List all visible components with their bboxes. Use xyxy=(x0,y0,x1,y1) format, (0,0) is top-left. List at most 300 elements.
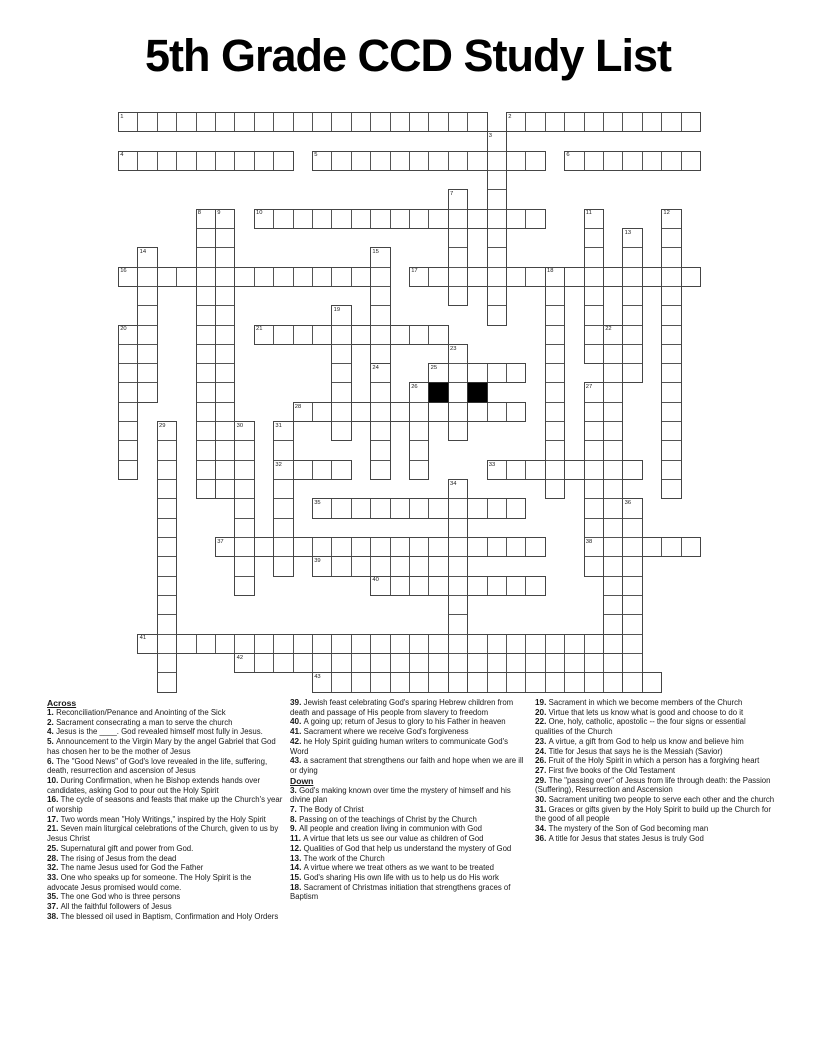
word-20-down[interactable] xyxy=(118,325,138,481)
cell-separator xyxy=(623,653,641,654)
grid-number-2: 2 xyxy=(508,113,512,120)
clue-number: 16. xyxy=(47,795,61,805)
down-clues-list-continued xyxy=(535,698,775,844)
cell-separator xyxy=(585,228,603,229)
grid-number-24: 24 xyxy=(372,364,379,371)
cell-separator xyxy=(197,247,215,248)
cell-separator xyxy=(293,210,294,228)
clue-42 xyxy=(290,737,528,756)
cell-separator xyxy=(216,325,234,326)
clue-number: 18. xyxy=(290,882,304,892)
cell-separator xyxy=(449,556,467,557)
clue-number: 4. xyxy=(47,727,57,737)
word-11-down[interactable] xyxy=(584,209,604,365)
cell-separator xyxy=(157,152,158,170)
cell-separator xyxy=(623,267,641,268)
cell-separator xyxy=(351,538,352,556)
clue-18 xyxy=(290,883,528,902)
clue-number: 14. xyxy=(290,863,304,873)
cell-separator xyxy=(681,538,682,556)
clue-22 xyxy=(535,717,775,736)
cell-separator xyxy=(488,305,506,306)
clue-text: The cycle of seasons and feasts that make up the Church's year of worship xyxy=(47,795,283,815)
grid-number-33: 33 xyxy=(488,461,496,468)
clue-number: 40. xyxy=(290,717,304,727)
cell-separator xyxy=(157,113,158,131)
cell-separator xyxy=(371,440,389,441)
word-35-across[interactable] xyxy=(312,498,526,518)
cell-separator xyxy=(604,576,622,577)
cell-separator xyxy=(449,363,467,364)
cell-separator xyxy=(390,654,391,672)
clue-text: A going up; return of Jesus to glory to his Father in heaven xyxy=(303,717,506,727)
cell-separator xyxy=(371,286,389,287)
word-2-across[interactable] xyxy=(506,112,701,132)
clue-35 xyxy=(47,892,284,902)
cell-separator xyxy=(449,576,467,577)
cell-separator xyxy=(351,635,352,653)
cell-separator xyxy=(506,577,507,595)
cell-separator xyxy=(351,210,352,228)
cell-separator xyxy=(488,247,506,248)
clue-number: 29. xyxy=(535,775,549,785)
cell-separator xyxy=(546,363,564,364)
word-18-down[interactable] xyxy=(545,267,565,500)
cell-separator xyxy=(390,557,391,575)
cell-separator xyxy=(449,653,467,654)
cell-separator xyxy=(525,577,526,595)
cell-separator xyxy=(332,325,350,326)
cell-separator xyxy=(158,479,176,480)
cell-separator xyxy=(585,305,603,306)
cell-separator xyxy=(331,268,332,286)
cell-separator xyxy=(428,673,429,691)
cell-separator xyxy=(197,286,215,287)
word-7-down[interactable] xyxy=(448,189,468,306)
cell-separator xyxy=(235,556,253,557)
cell-separator xyxy=(546,305,564,306)
cell-separator xyxy=(603,673,604,691)
cell-separator xyxy=(119,344,137,345)
cell-separator xyxy=(661,152,662,170)
cell-separator xyxy=(119,440,137,441)
clue-33 xyxy=(47,873,284,892)
cell-separator xyxy=(409,673,410,691)
word-1-across[interactable] xyxy=(118,112,488,132)
grid-number-25: 25 xyxy=(430,364,438,371)
clue-text: Supernatural gift and power from God. xyxy=(60,843,194,853)
word-43-across[interactable] xyxy=(312,672,662,692)
clue-text: The one God who is three persons xyxy=(60,892,181,902)
cell-separator xyxy=(351,268,352,286)
grid-number-43: 43 xyxy=(314,674,321,681)
clue-23 xyxy=(535,737,775,747)
clue-text: Qualities of God that help us understand the mystery of God xyxy=(303,843,512,853)
cell-separator xyxy=(623,344,641,345)
cell-separator xyxy=(506,499,507,517)
cell-separator xyxy=(546,440,564,441)
word-27-down[interactable] xyxy=(584,382,604,576)
clue-32 xyxy=(47,863,284,873)
cell-separator xyxy=(487,577,488,595)
cell-separator xyxy=(585,440,603,441)
word-13-down[interactable] xyxy=(622,228,642,384)
cell-separator xyxy=(197,382,215,383)
cell-separator xyxy=(604,460,622,461)
cell-separator xyxy=(273,654,274,672)
grid-number-26: 26 xyxy=(411,384,418,391)
cell-separator xyxy=(428,326,429,344)
clue-text: a sacrament that strengthens our faith and hope when we are ill or dying xyxy=(290,756,524,775)
cell-separator xyxy=(604,344,622,345)
cell-separator xyxy=(506,403,507,421)
cell-separator xyxy=(488,189,506,190)
clue-text: he Holy Spirit guiding human writers to communicate God's Word xyxy=(290,736,508,756)
word-14-down[interactable] xyxy=(137,247,157,403)
grid-number-37: 37 xyxy=(217,538,224,545)
clue-text: All the faithful followers of Jesus xyxy=(60,902,172,912)
clue-text: Reconciliation/Penance and Anointing of the Sick xyxy=(56,708,226,717)
cell-separator xyxy=(371,325,389,326)
clue-text: Passing on of the teachings of Christ by the Church xyxy=(299,814,477,824)
cell-separator xyxy=(409,577,410,595)
grid-number-6: 6 xyxy=(566,152,570,159)
cell-separator xyxy=(119,402,137,403)
cell-separator xyxy=(137,152,138,170)
cell-separator xyxy=(428,113,429,131)
word-22-down[interactable] xyxy=(603,325,623,635)
word-19-down[interactable] xyxy=(331,305,351,441)
cell-separator xyxy=(428,654,429,672)
clue-number: 10. xyxy=(47,775,61,785)
cell-separator xyxy=(273,268,274,286)
clue-number: 15. xyxy=(290,872,304,882)
clue-29 xyxy=(535,776,775,795)
across-clues-list-continued xyxy=(290,698,528,776)
cell-separator xyxy=(158,614,176,615)
cell-separator xyxy=(564,673,565,691)
clue-number: 13. xyxy=(290,853,304,863)
grid-number-14: 14 xyxy=(139,249,147,256)
clue-number: 35. xyxy=(47,892,61,902)
clue-16 xyxy=(47,795,284,814)
word-25-across[interactable] xyxy=(428,363,526,383)
word-36-down[interactable] xyxy=(622,498,642,692)
clue-14 xyxy=(290,863,528,873)
clue-38 xyxy=(47,912,284,922)
cell-separator xyxy=(254,268,255,286)
cell-separator xyxy=(370,654,371,672)
cell-separator xyxy=(176,113,177,131)
word-5-across[interactable] xyxy=(312,151,546,171)
clue-text: The blessed oil used in Baptism, Confirmation and Holy Orders xyxy=(60,911,279,921)
word-3-down[interactable] xyxy=(487,131,507,325)
clue-text: During Confirmation, when he Bishop extends hands over candidates, asking God to pour out the Holy Spirit xyxy=(47,775,261,795)
grid-number-7: 7 xyxy=(450,191,454,198)
cell-separator xyxy=(371,421,389,422)
cell-separator xyxy=(390,113,391,131)
grid-number-11: 11 xyxy=(585,210,592,217)
cell-separator xyxy=(158,537,176,538)
cell-separator xyxy=(584,635,585,653)
cell-separator xyxy=(273,326,274,344)
cell-separator xyxy=(235,479,253,480)
down-clues-list xyxy=(290,786,528,902)
cell-separator xyxy=(585,402,603,403)
cell-separator xyxy=(371,382,389,383)
clue-number: 36. xyxy=(535,833,549,843)
grid-number-1: 1 xyxy=(120,113,124,120)
cell-separator xyxy=(197,460,215,461)
cell-separator xyxy=(428,210,429,228)
cell-separator xyxy=(662,305,680,306)
clues-column-right xyxy=(535,698,775,844)
cell-separator xyxy=(331,538,332,556)
grid-number-22: 22 xyxy=(605,326,612,333)
cell-separator xyxy=(293,654,294,672)
clue-number: 8. xyxy=(290,814,300,824)
cell-separator xyxy=(584,673,585,691)
cell-separator xyxy=(488,209,506,210)
cell-separator xyxy=(176,268,177,286)
cell-separator xyxy=(506,635,507,653)
cell-separator xyxy=(662,460,680,461)
cell-separator xyxy=(215,113,216,131)
clue-number: 20. xyxy=(535,707,549,717)
clue-text: Title for Jesus that says he is the Messiah (Savior) xyxy=(548,746,723,756)
grid-number-15: 15 xyxy=(372,249,379,256)
clue-10 xyxy=(47,776,284,795)
cell-separator xyxy=(681,113,682,131)
cell-separator xyxy=(623,576,641,577)
cell-separator xyxy=(216,479,234,480)
cell-separator xyxy=(273,113,274,131)
cell-separator xyxy=(585,344,603,345)
cell-separator xyxy=(273,152,274,170)
cell-separator xyxy=(390,635,391,653)
grid-number-27: 27 xyxy=(585,384,593,391)
black-cell xyxy=(428,382,448,402)
word-29-down[interactable] xyxy=(157,421,177,692)
cell-separator xyxy=(662,228,680,229)
clue-number: 27. xyxy=(535,765,549,775)
cell-separator xyxy=(216,460,234,461)
clue-number: 7. xyxy=(290,805,300,815)
cell-separator xyxy=(604,402,622,403)
cell-separator xyxy=(234,635,235,653)
word-8-down[interactable] xyxy=(196,209,216,500)
clue-number: 32. xyxy=(47,863,61,873)
clue-text: Announcement to the Virgin Mary by the angel Gabriel that God has chosen her to be the mother of Jesus xyxy=(47,737,276,756)
cell-separator xyxy=(409,210,410,228)
clue-text: First five books of the Old Testament xyxy=(548,765,676,775)
cell-separator xyxy=(331,210,332,228)
cell-separator xyxy=(235,498,253,499)
cell-separator xyxy=(138,344,156,345)
cell-separator xyxy=(409,538,410,556)
cell-separator xyxy=(370,210,371,228)
cell-separator xyxy=(545,654,546,672)
cell-separator xyxy=(449,614,467,615)
clue-41 xyxy=(290,727,528,737)
word-34-down[interactable] xyxy=(448,479,468,693)
cell-separator xyxy=(546,460,564,461)
cell-separator xyxy=(312,635,313,653)
cell-separator xyxy=(196,635,197,653)
cell-separator xyxy=(371,344,389,345)
word-23-down[interactable] xyxy=(448,344,468,442)
cell-separator xyxy=(312,210,313,228)
clue-15 xyxy=(290,873,528,883)
cell-separator xyxy=(390,673,391,691)
cell-separator xyxy=(196,152,197,170)
clue-text: The Body of Christ xyxy=(299,805,364,815)
cell-separator xyxy=(506,461,507,479)
cell-separator xyxy=(351,557,352,575)
clue-13 xyxy=(290,854,528,864)
cell-separator xyxy=(409,113,410,131)
clue-1 xyxy=(47,708,284,718)
clue-43 xyxy=(290,756,528,775)
cell-separator xyxy=(158,556,176,557)
word-12-down[interactable] xyxy=(661,209,681,500)
cell-separator xyxy=(351,113,352,131)
clue-11 xyxy=(290,834,528,844)
cell-separator xyxy=(293,326,294,344)
cell-separator xyxy=(138,286,156,287)
cell-separator xyxy=(216,228,234,229)
cell-separator xyxy=(409,499,410,517)
cell-separator xyxy=(488,228,506,229)
cell-separator xyxy=(585,247,603,248)
cell-separator xyxy=(274,498,292,499)
clue-number: 41. xyxy=(290,727,304,737)
cell-separator xyxy=(119,363,137,364)
word-6-across[interactable] xyxy=(564,151,701,171)
grid-number-5: 5 xyxy=(314,152,318,159)
cell-separator xyxy=(254,635,255,653)
word-16-across[interactable] xyxy=(118,267,391,287)
cell-separator xyxy=(331,557,332,575)
word-15-down[interactable] xyxy=(370,247,390,364)
cell-separator xyxy=(585,286,603,287)
cell-separator xyxy=(662,402,680,403)
word-31-down[interactable] xyxy=(273,421,293,577)
cell-separator xyxy=(661,113,662,131)
word-42-across[interactable] xyxy=(234,653,642,673)
cell-separator xyxy=(525,113,526,131)
grid-number-12: 12 xyxy=(663,210,670,217)
cell-separator xyxy=(488,170,506,171)
cell-separator xyxy=(293,113,294,131)
cell-separator xyxy=(312,268,313,286)
cell-separator xyxy=(546,325,564,326)
cell-separator xyxy=(428,635,429,653)
cell-separator xyxy=(409,635,410,653)
cell-separator xyxy=(370,557,371,575)
clue-text: Two words mean "Holy Writings," inspired by the Holy Spirit xyxy=(60,814,266,824)
cell-separator xyxy=(332,421,350,422)
cell-separator xyxy=(585,267,603,268)
cell-separator xyxy=(235,440,253,441)
cell-separator xyxy=(331,152,332,170)
cell-separator xyxy=(449,267,467,268)
cell-separator xyxy=(487,364,488,382)
cell-separator xyxy=(197,421,215,422)
clue-number: 2. xyxy=(47,717,57,727)
cell-separator xyxy=(197,479,215,480)
cell-separator xyxy=(332,344,350,345)
cell-separator xyxy=(546,479,564,480)
cell-separator xyxy=(623,325,641,326)
cell-separator xyxy=(197,325,215,326)
cell-separator xyxy=(312,654,313,672)
cell-separator xyxy=(623,537,641,538)
clue-number: 39. xyxy=(290,698,304,707)
word-26-down[interactable] xyxy=(409,382,429,480)
cell-separator xyxy=(449,209,467,210)
clue-text: Sacrament in which we become members of the Church xyxy=(548,698,743,707)
cell-separator xyxy=(604,614,622,615)
cell-separator xyxy=(197,344,215,345)
clue-number: 26. xyxy=(535,756,549,766)
word-4-across[interactable] xyxy=(118,151,294,171)
cell-separator xyxy=(604,537,622,538)
cell-separator xyxy=(546,421,564,422)
clue-25 xyxy=(47,844,284,854)
cell-separator xyxy=(390,577,391,595)
cell-separator xyxy=(525,152,526,170)
cell-separator xyxy=(273,210,274,228)
cell-separator xyxy=(410,421,428,422)
clue-28 xyxy=(47,854,284,864)
cell-separator xyxy=(138,363,156,364)
cell-separator xyxy=(119,460,137,461)
word-24-down[interactable] xyxy=(370,363,390,480)
cell-separator xyxy=(197,228,215,229)
grid-number-3: 3 xyxy=(488,133,493,140)
word-30-down[interactable] xyxy=(234,421,254,596)
word-37-across[interactable] xyxy=(215,537,546,557)
cell-separator xyxy=(197,402,215,403)
word-9-down[interactable] xyxy=(215,209,235,500)
cell-separator xyxy=(585,556,603,557)
clue-27 xyxy=(535,766,775,776)
clue-text: The mystery of the Son of God becoming man xyxy=(548,824,709,834)
grid-number-10: 10 xyxy=(256,210,263,217)
cell-separator xyxy=(661,538,662,556)
cell-separator xyxy=(488,151,506,152)
cell-separator xyxy=(506,364,507,382)
grid-number-17: 17 xyxy=(411,268,418,275)
clue-39 xyxy=(290,698,528,717)
grid-number-19: 19 xyxy=(333,307,341,313)
clue-number: 12. xyxy=(290,843,304,853)
clue-text: Jewish feast celebrating God's sparing Hebrew children from death and passage of His people from slavery to freedom xyxy=(290,698,514,717)
clue-text: The "Good News" of God's love revealed in the life, suffering, death, resurrection and ascension of Jesus xyxy=(47,756,268,776)
cell-separator xyxy=(351,654,352,672)
word-41-across[interactable] xyxy=(137,634,604,654)
clue-21 xyxy=(47,824,284,843)
word-39-across[interactable] xyxy=(312,556,468,576)
clue-text: Virtue that lets us know what is good and choose to do it xyxy=(548,707,744,717)
cell-separator xyxy=(293,635,294,653)
grid-number-36: 36 xyxy=(624,500,632,507)
clue-text: A virtue where we treat others as we want to be treated xyxy=(303,863,494,873)
cell-separator xyxy=(448,152,449,170)
cell-separator xyxy=(487,673,488,691)
cell-separator xyxy=(487,403,488,421)
